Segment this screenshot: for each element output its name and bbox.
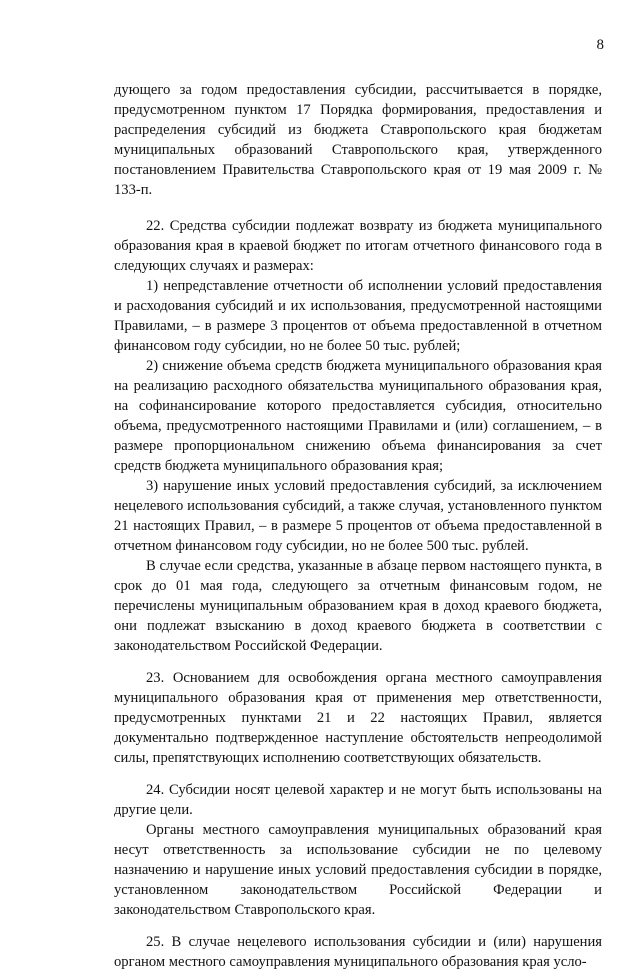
paragraph-22-item-3: 3) нарушение иных условий предоставления субсидий, за исключением нецелевого использования субсидий, а также случая, установленного пунктом 21 настоящих Правил, – в размере 5 процентов от объема предоставленной в отчетном финансовом году субсидии, но не более 500 тыс. рублей. [114,478,602,554]
paragraph-22-item-2: 2) снижение объема средств бюджета муниципального образования края на реализацию расходного обязательства муниципального образования края, на софинансирование которого предоставляется субсидия, относительно объема, предусмотренного настоящими Правилами и (или) соглашением, – в размере пропорциональном снижению объема финансирования за счет средств бюджета муниципального образования края; [114,358,602,474]
paragraph-22-item-1: 1) непредставление отчетности об исполнении условий предоставления и расходования субсидий и их использования, предусмотренной настоящими Правилами, – в размере 3 процентов от объема предоставленной в отчетном финансовом году субсидии, но не более 50 тыс. рублей; [114,278,602,354]
document-body [114,80,602,972]
paragraph-24: 24. Субсидии носят целевой характер и не могут быть использованы на другие цели. [114,782,602,818]
paragraph-25: 25. В случае нецелевого использования субсидии и (или) нарушения органом местного самоуправления муниципального образования края усло- [114,934,602,970]
paragraph-23: 23. Основанием для освобождения органа местного самоуправления муниципального образования края от применения мер ответственности, предусмотренных пунктами 21 и 22 настоящих Правил, является документально подтвержденное наступление обстоятельств непреодолимой силы, препятствующих исполнению соответствующих обязательств. [114,670,602,766]
page-number: 8 [596,37,604,53]
paragraph-24-responsibility: Органы местного самоуправления муниципальных образований края несут ответственность за использование субсидии не по целевому назначению и нарушение иных условий предоставления субсидии в порядке, установленном законодательством Российской Федерации и законодательством Ставропольского края. [114,822,602,918]
paragraph-22: 22. Средства субсидии подлежат возврату из бюджета муниципального образования края в краевой бюджет по итогам отчетного финансового года в следующих случаях и размерах: [114,218,602,274]
paragraph-22-final: В случае если средства, указанные в абзаце первом настоящего пункта, в срок до 01 мая года, следующего за отчетным финансовым годом, не перечислены муниципальным образованием края в доход краевого бюджета, они подлежат взысканию в доход краевого бюджета в соответствии с законодательством Российской Федерации. [114,558,602,654]
paragraph-continuation: дующего за годом предоставления субсидии, рассчитывается в порядке, предусмотренном пунктом 17 Порядка формирования, предоставления и распределения субсидий из бюджета Ставропольского края бюджетам муниципальных образований Ставропольского края, утвержденного постановлением Правительства Ставропольского края от 19 мая 2009 г. № 133-п. [114,82,602,198]
